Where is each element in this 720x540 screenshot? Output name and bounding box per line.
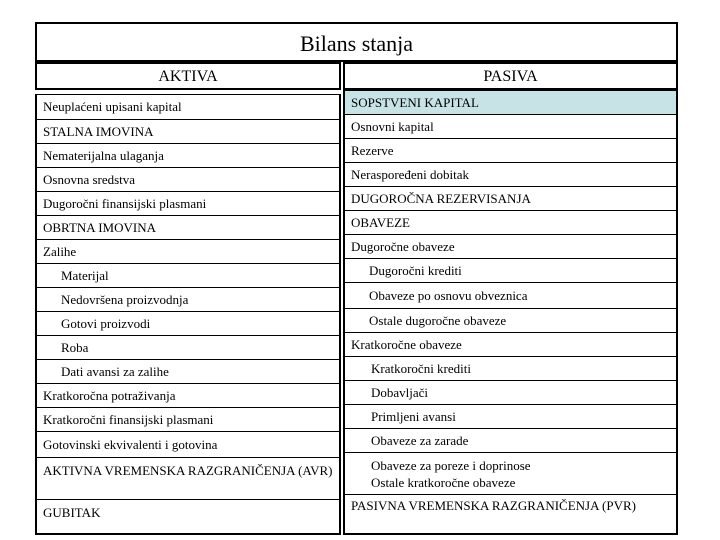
pasiva-row: Obaveze za zarade xyxy=(345,428,676,452)
aktiva-row: Osnovna sredstva xyxy=(37,167,339,191)
pasiva-header: PASIVA xyxy=(343,62,678,90)
aktiva-row: Gotovinski ekvivalenti i gotovina xyxy=(37,431,339,457)
pasiva-row: Neraspoređeni dobitak xyxy=(345,162,676,186)
aktiva-row: AKTIVNA VREMENSKA RAZGRANIČENJA (AVR) xyxy=(37,457,339,499)
aktiva-row: Materijal xyxy=(37,263,339,287)
aktiva-row: Zalihe xyxy=(37,239,339,263)
pasiva-row-line: Ostale kratkoročne obaveze xyxy=(371,474,516,490)
pasiva-row: Osnovni kapital xyxy=(345,114,676,138)
aktiva-row: Gotovi proizvodi xyxy=(37,311,339,335)
aktiva-row: GUBITAK xyxy=(37,499,339,535)
pasiva-row: OBAVEZE xyxy=(345,210,676,234)
pasiva-row-line: Obaveze za poreze i doprinose xyxy=(371,457,531,473)
aktiva-row: Nematerijalna ulaganja xyxy=(37,143,339,167)
pasiva-row: DUGOROČNA REZERVISANJA xyxy=(345,186,676,210)
pasiva-row: Dobavljači xyxy=(345,380,676,404)
pasiva-row: Ostale dugoročne obaveze xyxy=(345,308,676,332)
aktiva-row: Dugoročni finansijski plasmani xyxy=(37,191,339,215)
aktiva-row: Roba xyxy=(37,335,339,359)
pasiva-row: Dugoročni krediti xyxy=(345,258,676,282)
aktiva-row: OBRTNA IMOVINA xyxy=(37,215,339,239)
aktiva-row: Neuplaćeni upisani kapital xyxy=(37,94,339,119)
aktiva-row: STALNA IMOVINA xyxy=(37,119,339,143)
pasiva-row: Dugoročne obaveze xyxy=(345,234,676,258)
page-title: Bilans stanja xyxy=(35,22,678,62)
aktiva-row: Kratkoročna potraživanja xyxy=(37,383,339,407)
pasiva-row: PASIVNA VREMENSKA RAZGRANIČENJA (PVR) xyxy=(345,494,676,535)
pasiva-row: Kratkoročni krediti xyxy=(345,356,676,380)
aktiva-row: Dati avansi za zalihe xyxy=(37,359,339,383)
pasiva-row-group xyxy=(345,452,676,494)
aktiva-row: Nedovršena proizvodnja xyxy=(37,287,339,311)
pasiva-row: Obaveze po osnovu obveznica xyxy=(345,282,676,308)
pasiva-column xyxy=(343,90,678,535)
pasiva-row: Rezerve xyxy=(345,138,676,162)
pasiva-row: Kratkoročne obaveze xyxy=(345,332,676,356)
aktiva-column xyxy=(35,94,341,535)
aktiva-header: AKTIVA xyxy=(35,62,341,90)
pasiva-row-highlighted: SOPSTVENI KAPITAL xyxy=(345,90,676,114)
pasiva-row: Primljeni avansi xyxy=(345,404,676,428)
aktiva-row: Kratkoročni finansijski plasmani xyxy=(37,407,339,431)
